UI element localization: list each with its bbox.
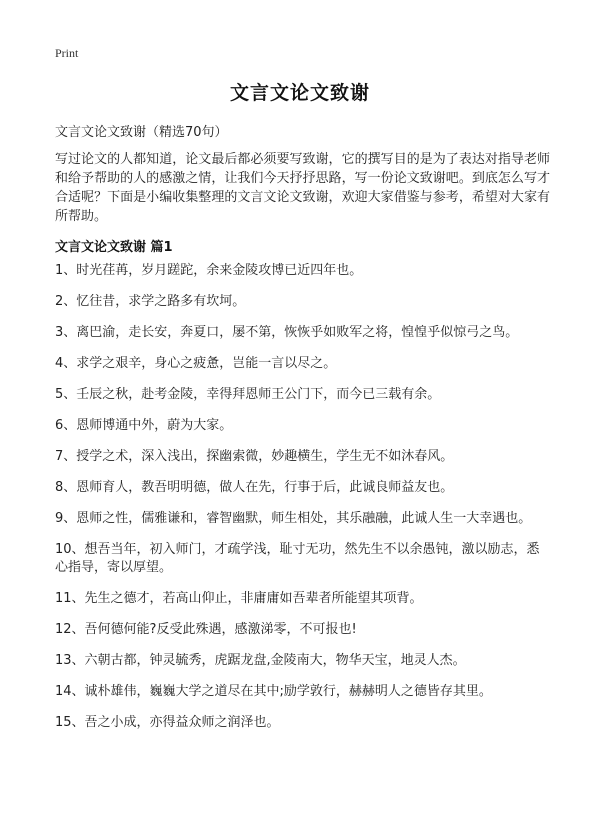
sentence-item: 14、诚朴雄伟，巍巍大学之道尽在其中;励学敦行，赫赫明人之德皆存其里。	[55, 684, 492, 699]
sentence-item: 2、忆往昔，求学之路多有坎坷。	[55, 294, 246, 309]
sentence-item: 15、吾之小成，亦得益众师之润泽也。	[55, 715, 280, 730]
sentence-list	[55, 262, 550, 745]
sentence-item: 5、壬辰之秋，赴考金陵，幸得拜恩师王公门下，而今已三载有余。	[55, 387, 441, 402]
sentence-item: 1、时光荏苒，岁月蹉跎，余来金陵攻博已近四年也。	[55, 263, 363, 278]
sentence-item: 11、先生之德才，若高山仰止，非庸庸如吾辈者所能望其项背。	[55, 591, 423, 606]
sentence-item: 12、吾何德何能?反受此殊遇，感激涕零，不可报也!	[55, 622, 357, 637]
sentence-item: 13、六朝古都，钟灵毓秀，虎踞龙盘,金陵南大，物华天宝，地灵人杰。	[55, 653, 466, 668]
page-title: 文言文论文致谢	[229, 82, 370, 104]
sentence-item: 7、授学之术，深入浅出，探幽索微，妙趣横生，学生无不如沐春风。	[55, 449, 454, 464]
print-link[interactable]: Print	[55, 46, 79, 60]
document-subtitle: 文言文论文致谢（精选70句）	[55, 125, 228, 140]
sentence-item: 9、恩师之性，儒雅谦和，睿智幽默，师生相处，其乐融融，此诚人生一大幸遇也。	[55, 511, 532, 526]
sentence-item: 10、想吾当年，初入师门，才疏学浅，耻寸无功，然先生不以余愚钝，激以励志，悉心指导，寄以厚望。	[55, 542, 540, 575]
section-heading: 文言文论文致谢 篇1	[55, 240, 173, 255]
sentence-item: 3、离巴渝，走长安，奔夏口，屡不第，恢恢乎如败军之将，惶惶乎似惊弓之鸟。	[55, 325, 519, 340]
intro-paragraph: 写过论文的人都知道，论文最后都必须要写致谢，它的撰写目的是为了表达对指导老师和给予帮助的人的感激之情，让我们今天抒抒思路，写一份论文致谢吧。到底怎么写才合适呢？下面是小编收集整理的文言文论文致谢，欢迎大家借鉴与参考，希望对大家有所帮助。	[55, 152, 550, 224]
sentence-item: 6、恩师博通中外，蔚为大家。	[55, 418, 233, 433]
sentence-item: 8、恩师育人，教吾明明德，做人在先，行事于后，此诚良师益友也。	[55, 480, 454, 495]
sentence-item: 4、求学之艰辛，身心之疲惫，岂能一言以尽之。	[55, 356, 337, 371]
